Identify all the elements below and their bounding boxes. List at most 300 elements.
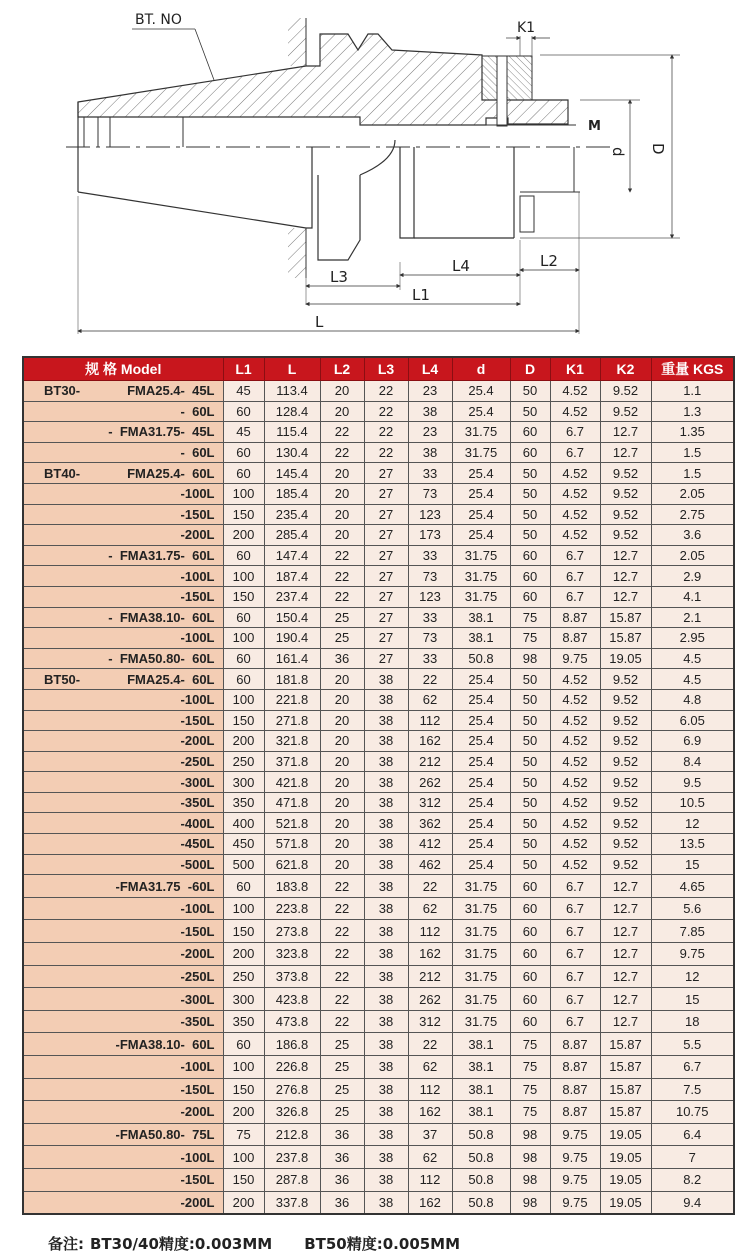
cell-l2: 20 bbox=[320, 834, 364, 855]
cell-d: 25.4 bbox=[452, 483, 510, 504]
cell-l4: 112 bbox=[408, 710, 452, 731]
d-label: d bbox=[609, 147, 627, 157]
cell-d: 50 bbox=[510, 854, 550, 875]
cell-k1: 6.7 bbox=[550, 897, 600, 920]
cell-k2: 12.7 bbox=[600, 566, 651, 587]
table-row bbox=[23, 1191, 734, 1214]
table-row bbox=[23, 710, 734, 731]
cell-l4: 33 bbox=[408, 607, 452, 628]
cell-l: 185.4 bbox=[264, 483, 320, 504]
cell-kgs: 5.5 bbox=[651, 1033, 734, 1056]
cell-l3: 22 bbox=[364, 401, 408, 422]
cell-l4: 312 bbox=[408, 792, 452, 813]
model-cell bbox=[23, 943, 223, 966]
cell-kgs: 7 bbox=[651, 1146, 734, 1169]
cell-l1: 200 bbox=[223, 525, 264, 546]
cell-d: 25.4 bbox=[452, 381, 510, 402]
cell-kgs: 10.75 bbox=[651, 1101, 734, 1124]
cell-l2: 36 bbox=[320, 1123, 364, 1146]
cell-l1: 100 bbox=[223, 1146, 264, 1169]
model-label: -FMA38.10- 60L bbox=[115, 1036, 215, 1052]
cell-d: 75 bbox=[510, 628, 550, 649]
table-row bbox=[23, 504, 734, 525]
cell-l: 237.4 bbox=[264, 586, 320, 607]
cell-d: 31.75 bbox=[452, 442, 510, 463]
table-row bbox=[23, 483, 734, 504]
cell-k2: 9.52 bbox=[600, 525, 651, 546]
cell-k1: 6.7 bbox=[550, 586, 600, 607]
model-label: -250L bbox=[180, 968, 215, 984]
model-label: -FMA31.75 -60L bbox=[115, 878, 215, 894]
cell-d: 38.1 bbox=[452, 1033, 510, 1056]
model-cell bbox=[23, 586, 223, 607]
cell-d: 25.4 bbox=[452, 731, 510, 752]
cell-d: 60 bbox=[510, 545, 550, 566]
cell-d: 50 bbox=[510, 483, 550, 504]
cell-l2: 22 bbox=[320, 566, 364, 587]
cell-k2: 15.87 bbox=[600, 1101, 651, 1124]
cell-l2: 22 bbox=[320, 920, 364, 943]
cell-l3: 27 bbox=[364, 525, 408, 546]
cell-kgs: 4.5 bbox=[651, 669, 734, 690]
table-row bbox=[23, 463, 734, 484]
table-row bbox=[23, 1101, 734, 1124]
cell-d: 60 bbox=[510, 586, 550, 607]
cell-kgs: 8.2 bbox=[651, 1168, 734, 1191]
model-label: -300L bbox=[180, 774, 215, 790]
cell-d: 60 bbox=[510, 422, 550, 443]
cell-l1: 60 bbox=[223, 463, 264, 484]
cell-l: 150.4 bbox=[264, 607, 320, 628]
cell-k1: 8.87 bbox=[550, 1056, 600, 1079]
cell-l3: 38 bbox=[364, 1146, 408, 1169]
cell-d: 75 bbox=[510, 607, 550, 628]
cell-l2: 20 bbox=[320, 813, 364, 834]
cell-l2: 20 bbox=[320, 792, 364, 813]
model-cell bbox=[23, 689, 223, 710]
cell-l3: 27 bbox=[364, 566, 408, 587]
model-label: - FMA50.80- 60L bbox=[108, 651, 215, 667]
model-cell bbox=[23, 1033, 223, 1056]
dim-lengths bbox=[78, 192, 579, 334]
model-label: FMA25.4- 45L bbox=[127, 383, 215, 399]
cell-k1: 6.7 bbox=[550, 422, 600, 443]
l4-label: L4 bbox=[452, 257, 470, 275]
table-row bbox=[23, 751, 734, 772]
cell-l: 113.4 bbox=[264, 381, 320, 402]
model-cell bbox=[23, 483, 223, 504]
cell-l2: 36 bbox=[320, 1191, 364, 1214]
cell-kgs: 15 bbox=[651, 988, 734, 1011]
cell-d: 75 bbox=[510, 1056, 550, 1079]
cell-l1: 300 bbox=[223, 988, 264, 1011]
cell-l: 130.4 bbox=[264, 442, 320, 463]
cell-k1: 8.87 bbox=[550, 1033, 600, 1056]
cell-kgs: 2.95 bbox=[651, 628, 734, 649]
cell-k1: 8.87 bbox=[550, 1101, 600, 1124]
cell-l: 337.8 bbox=[264, 1191, 320, 1214]
cell-l1: 150 bbox=[223, 1078, 264, 1101]
cell-k1: 4.52 bbox=[550, 401, 600, 422]
table-body bbox=[23, 381, 734, 1214]
cell-l2: 20 bbox=[320, 483, 364, 504]
table-row bbox=[23, 648, 734, 669]
cell-d: 50 bbox=[510, 463, 550, 484]
cell-d: 50.8 bbox=[452, 1146, 510, 1169]
cell-k2: 9.52 bbox=[600, 772, 651, 793]
cell-l4: 262 bbox=[408, 772, 452, 793]
cell-d: 50 bbox=[510, 669, 550, 690]
note-label: 备注: bbox=[48, 1235, 84, 1253]
cell-l4: 312 bbox=[408, 1010, 452, 1033]
model-cell bbox=[23, 854, 223, 875]
cell-kgs: 6.9 bbox=[651, 731, 734, 752]
cell-d: 98 bbox=[510, 1146, 550, 1169]
cell-l: 621.8 bbox=[264, 854, 320, 875]
column-header: d bbox=[452, 357, 510, 381]
cell-l4: 412 bbox=[408, 834, 452, 855]
cell-kgs: 2.75 bbox=[651, 504, 734, 525]
table-row bbox=[23, 669, 734, 690]
cell-l2: 20 bbox=[320, 463, 364, 484]
table-row bbox=[23, 875, 734, 898]
cell-kgs: 2.9 bbox=[651, 566, 734, 587]
model-cell bbox=[23, 607, 223, 628]
model-cell bbox=[23, 1191, 223, 1214]
cell-l1: 60 bbox=[223, 442, 264, 463]
cell-l2: 22 bbox=[320, 1010, 364, 1033]
cell-l1: 350 bbox=[223, 1010, 264, 1033]
table-row bbox=[23, 1168, 734, 1191]
cell-l3: 22 bbox=[364, 422, 408, 443]
cell-l: 371.8 bbox=[264, 751, 320, 772]
cell-l1: 200 bbox=[223, 1191, 264, 1214]
cell-l1: 60 bbox=[223, 669, 264, 690]
cell-k1: 4.52 bbox=[550, 813, 600, 834]
table-row bbox=[23, 422, 734, 443]
cell-l3: 27 bbox=[364, 607, 408, 628]
cell-k1: 4.52 bbox=[550, 669, 600, 690]
table-row bbox=[23, 920, 734, 943]
table-row bbox=[23, 566, 734, 587]
cell-d: 50 bbox=[510, 772, 550, 793]
cell-l: 273.8 bbox=[264, 920, 320, 943]
cell-k1: 4.52 bbox=[550, 504, 600, 525]
cell-d: 60 bbox=[510, 897, 550, 920]
model-label: - FMA31.75- 45L bbox=[108, 424, 215, 440]
model-cell bbox=[23, 1146, 223, 1169]
model-label: - 60L bbox=[180, 403, 215, 419]
cell-d: 31.75 bbox=[452, 1010, 510, 1033]
cell-l1: 350 bbox=[223, 792, 264, 813]
cell-kgs: 4.65 bbox=[651, 875, 734, 898]
cell-l2: 25 bbox=[320, 628, 364, 649]
model-cell bbox=[23, 710, 223, 731]
cell-l1: 250 bbox=[223, 751, 264, 772]
cell-d: 50 bbox=[510, 751, 550, 772]
cell-l1: 150 bbox=[223, 710, 264, 731]
cell-k1: 4.52 bbox=[550, 689, 600, 710]
column-header: L2 bbox=[320, 357, 364, 381]
cell-l4: 162 bbox=[408, 943, 452, 966]
cell-d: 50.8 bbox=[452, 1168, 510, 1191]
cell-l3: 38 bbox=[364, 1033, 408, 1056]
cell-k1: 6.7 bbox=[550, 875, 600, 898]
cell-l1: 100 bbox=[223, 1056, 264, 1079]
cell-l2: 25 bbox=[320, 1033, 364, 1056]
cell-l3: 38 bbox=[364, 965, 408, 988]
cell-l2: 20 bbox=[320, 772, 364, 793]
cell-k1: 4.52 bbox=[550, 483, 600, 504]
cell-d: 60 bbox=[510, 875, 550, 898]
column-header: L bbox=[264, 357, 320, 381]
cell-l3: 27 bbox=[364, 504, 408, 525]
table-row bbox=[23, 607, 734, 628]
cell-kgs: 4.1 bbox=[651, 586, 734, 607]
cell-kgs: 18 bbox=[651, 1010, 734, 1033]
cell-l4: 73 bbox=[408, 483, 452, 504]
cell-l1: 150 bbox=[223, 586, 264, 607]
cell-l: 471.8 bbox=[264, 792, 320, 813]
cell-k2: 19.05 bbox=[600, 1146, 651, 1169]
cell-k1: 9.75 bbox=[550, 1123, 600, 1146]
cell-d: 50 bbox=[510, 710, 550, 731]
cell-d: 31.75 bbox=[452, 545, 510, 566]
cell-d: 31.75 bbox=[452, 943, 510, 966]
model-cell bbox=[23, 442, 223, 463]
cell-l1: 60 bbox=[223, 607, 264, 628]
cell-kgs: 7.85 bbox=[651, 920, 734, 943]
column-header: D bbox=[510, 357, 550, 381]
cell-k1: 8.87 bbox=[550, 607, 600, 628]
cell-kgs: 1.35 bbox=[651, 422, 734, 443]
cell-kgs: 10.5 bbox=[651, 792, 734, 813]
cell-l1: 100 bbox=[223, 897, 264, 920]
cell-l: 115.4 bbox=[264, 422, 320, 443]
cell-k1: 4.52 bbox=[550, 772, 600, 793]
cell-l3: 38 bbox=[364, 689, 408, 710]
cell-k1: 4.52 bbox=[550, 381, 600, 402]
cell-l2: 20 bbox=[320, 669, 364, 690]
table-row bbox=[23, 1123, 734, 1146]
cell-l1: 100 bbox=[223, 689, 264, 710]
cell-l1: 150 bbox=[223, 1168, 264, 1191]
cell-kgs: 1.5 bbox=[651, 442, 734, 463]
cell-l: 276.8 bbox=[264, 1078, 320, 1101]
cell-l4: 212 bbox=[408, 751, 452, 772]
cell-k1: 6.7 bbox=[550, 442, 600, 463]
cell-k2: 15.87 bbox=[600, 628, 651, 649]
cell-k2: 9.52 bbox=[600, 401, 651, 422]
model-label: -350L bbox=[180, 1014, 215, 1030]
cell-l3: 38 bbox=[364, 669, 408, 690]
cell-kgs: 12 bbox=[651, 965, 734, 988]
cell-k2: 19.05 bbox=[600, 1191, 651, 1214]
cell-l2: 20 bbox=[320, 401, 364, 422]
model-label: FMA25.4- 60L bbox=[127, 465, 215, 481]
cell-k2: 15.87 bbox=[600, 1078, 651, 1101]
cell-l1: 60 bbox=[223, 401, 264, 422]
cell-l4: 33 bbox=[408, 648, 452, 669]
cell-k1: 9.75 bbox=[550, 1191, 600, 1214]
cell-l4: 33 bbox=[408, 463, 452, 484]
cell-kgs: 6.4 bbox=[651, 1123, 734, 1146]
cell-kgs: 12 bbox=[651, 813, 734, 834]
model-label: -100L bbox=[180, 486, 215, 502]
model-label: -150L bbox=[180, 712, 215, 728]
cell-l2: 22 bbox=[320, 965, 364, 988]
cell-l: 285.4 bbox=[264, 525, 320, 546]
cell-kgs: 4.5 bbox=[651, 648, 734, 669]
model-label: - 60L bbox=[180, 445, 215, 461]
model-cell bbox=[23, 1056, 223, 1079]
table-row bbox=[23, 772, 734, 793]
cell-k2: 12.7 bbox=[600, 920, 651, 943]
cell-l3: 38 bbox=[364, 813, 408, 834]
cell-l4: 462 bbox=[408, 854, 452, 875]
cell-k2: 19.05 bbox=[600, 648, 651, 669]
cell-k1: 6.7 bbox=[550, 545, 600, 566]
l1-label: L1 bbox=[412, 286, 430, 304]
cell-k2: 12.7 bbox=[600, 442, 651, 463]
model-cell bbox=[23, 1123, 223, 1146]
cell-l3: 38 bbox=[364, 751, 408, 772]
cell-k2: 12.7 bbox=[600, 545, 651, 566]
cell-l: 235.4 bbox=[264, 504, 320, 525]
cell-l2: 20 bbox=[320, 525, 364, 546]
cell-l1: 400 bbox=[223, 813, 264, 834]
cell-k2: 9.52 bbox=[600, 381, 651, 402]
model-label: -150L bbox=[180, 1081, 215, 1097]
cell-d: 31.75 bbox=[452, 875, 510, 898]
cell-l3: 38 bbox=[364, 834, 408, 855]
table-row bbox=[23, 381, 734, 402]
cell-kgs: 8.4 bbox=[651, 751, 734, 772]
model-cell bbox=[23, 401, 223, 422]
bt-no-callout bbox=[132, 12, 214, 80]
cell-d: 60 bbox=[510, 943, 550, 966]
cell-l4: 23 bbox=[408, 381, 452, 402]
cell-l2: 20 bbox=[320, 731, 364, 752]
cell-l3: 27 bbox=[364, 483, 408, 504]
cell-k2: 9.52 bbox=[600, 669, 651, 690]
cell-d: 25.4 bbox=[452, 463, 510, 484]
cell-l2: 20 bbox=[320, 710, 364, 731]
cell-k2: 9.52 bbox=[600, 710, 651, 731]
cell-d: 31.75 bbox=[452, 988, 510, 1011]
table-row bbox=[23, 854, 734, 875]
model-label: -300L bbox=[180, 991, 215, 1007]
cell-d: 38.1 bbox=[452, 1101, 510, 1124]
table-row bbox=[23, 834, 734, 855]
cell-l4: 162 bbox=[408, 1191, 452, 1214]
cell-l2: 22 bbox=[320, 875, 364, 898]
bt3040-precision: BT30/40精度:0.003MM bbox=[90, 1235, 273, 1253]
model-cell bbox=[23, 731, 223, 752]
cell-k2: 12.7 bbox=[600, 422, 651, 443]
cell-l3: 38 bbox=[364, 1123, 408, 1146]
cell-kgs: 9.5 bbox=[651, 772, 734, 793]
cell-kgs: 13.5 bbox=[651, 834, 734, 855]
table-row bbox=[23, 1056, 734, 1079]
model-label: -500L bbox=[180, 856, 215, 872]
cell-k2: 12.7 bbox=[600, 965, 651, 988]
column-header: K1 bbox=[550, 357, 600, 381]
model-label: -100L bbox=[180, 901, 215, 917]
model-label: -200L bbox=[180, 1104, 215, 1120]
model-label: -200L bbox=[180, 1194, 215, 1210]
cell-l4: 262 bbox=[408, 988, 452, 1011]
cell-l3: 38 bbox=[364, 897, 408, 920]
cell-k2: 12.7 bbox=[600, 988, 651, 1011]
table-row bbox=[23, 792, 734, 813]
model-label: -350L bbox=[180, 795, 215, 811]
cell-kgs: 6.05 bbox=[651, 710, 734, 731]
model-label: -FMA50.80- 75L bbox=[115, 1127, 215, 1143]
cell-l4: 62 bbox=[408, 897, 452, 920]
cell-l2: 36 bbox=[320, 1168, 364, 1191]
model-label: -100L bbox=[180, 1149, 215, 1165]
cell-l4: 73 bbox=[408, 566, 452, 587]
table-row bbox=[23, 813, 734, 834]
series-label: BT40- bbox=[44, 465, 81, 481]
cell-l: 221.8 bbox=[264, 689, 320, 710]
cell-l4: 22 bbox=[408, 875, 452, 898]
cell-k1: 6.7 bbox=[550, 943, 600, 966]
cell-d: 50.8 bbox=[452, 648, 510, 669]
model-cell bbox=[23, 897, 223, 920]
spindle-wall bbox=[288, 18, 306, 278]
cell-l2: 20 bbox=[320, 504, 364, 525]
cell-l2: 25 bbox=[320, 607, 364, 628]
cell-kgs: 9.75 bbox=[651, 943, 734, 966]
table-row bbox=[23, 545, 734, 566]
cell-d: 75 bbox=[510, 1078, 550, 1101]
cell-k2: 9.52 bbox=[600, 834, 651, 855]
k1-label: K1 bbox=[517, 20, 536, 36]
cell-l4: 73 bbox=[408, 628, 452, 649]
model-cell bbox=[23, 834, 223, 855]
cell-l4: 23 bbox=[408, 422, 452, 443]
table-row bbox=[23, 689, 734, 710]
cell-d: 25.4 bbox=[452, 792, 510, 813]
model-cell bbox=[23, 463, 223, 484]
cell-l2: 25 bbox=[320, 1078, 364, 1101]
cell-k1: 6.7 bbox=[550, 988, 600, 1011]
cell-d: 25.4 bbox=[452, 669, 510, 690]
cell-d: 38.1 bbox=[452, 1056, 510, 1079]
cell-l: 161.4 bbox=[264, 648, 320, 669]
cell-l1: 60 bbox=[223, 648, 264, 669]
cell-l4: 173 bbox=[408, 525, 452, 546]
cell-d: 98 bbox=[510, 1168, 550, 1191]
model-label: -200L bbox=[180, 946, 215, 962]
cell-k2: 9.52 bbox=[600, 792, 651, 813]
cell-d: 50 bbox=[510, 731, 550, 752]
cell-l1: 60 bbox=[223, 1033, 264, 1056]
cell-l3: 38 bbox=[364, 920, 408, 943]
model-cell bbox=[23, 525, 223, 546]
cell-l3: 27 bbox=[364, 628, 408, 649]
table-row bbox=[23, 943, 734, 966]
cell-l4: 37 bbox=[408, 1123, 452, 1146]
model-cell bbox=[23, 504, 223, 525]
cell-l1: 100 bbox=[223, 628, 264, 649]
cell-d: 75 bbox=[510, 1033, 550, 1056]
cell-d: 50 bbox=[510, 689, 550, 710]
cell-d: 25.4 bbox=[452, 751, 510, 772]
cell-l4: 162 bbox=[408, 731, 452, 752]
